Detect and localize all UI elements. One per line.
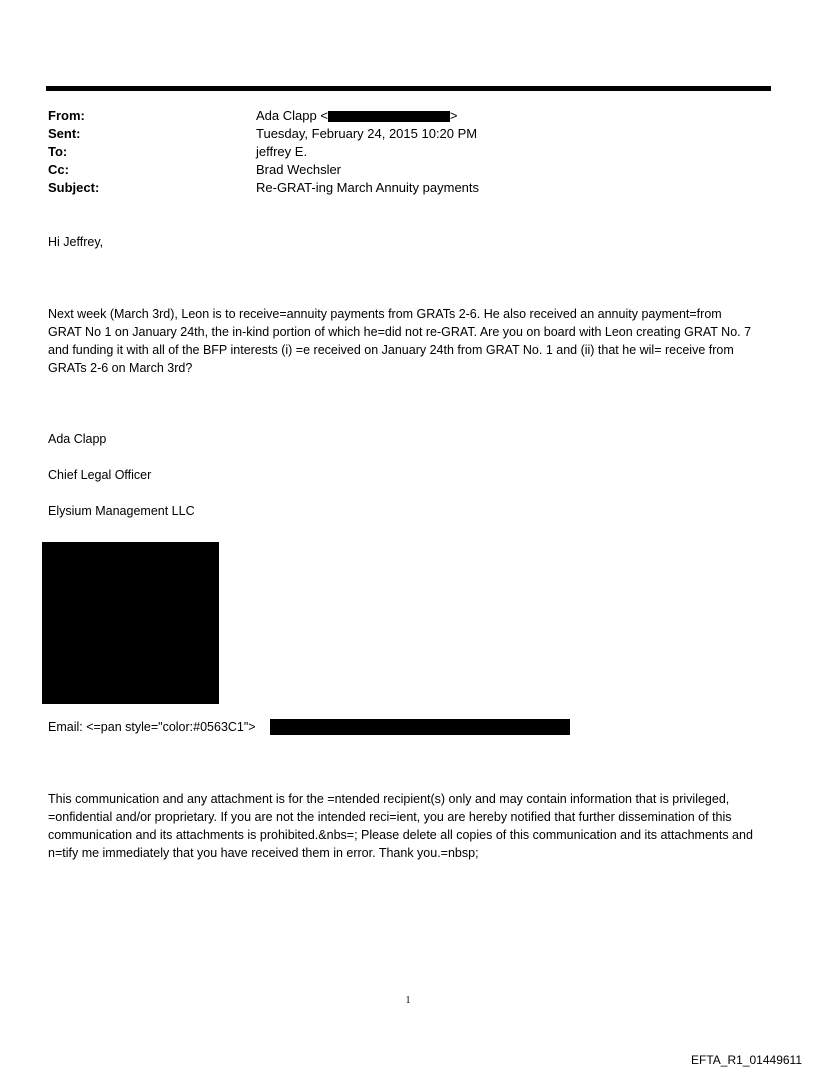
body-paragraph: Next week (March 3rd), Leon is to receive=annuity payments from GRATs 2-6. He also received an annuity payment=from GRAT No 1 on January 24th, the in-kind portion of which he=did not re-GRAT. Are you on board with Leon creating GRAT No. 7 and funding it with all of the BFP interests (i) =e received on January 24th from GRAT No. 1 and (ii) that he wil= receive from GRATs 2-6 on March 3rd? [48,307,752,375]
signature-title: Chief Legal Officer [48,468,152,482]
from-label: From: [48,108,85,123]
email-header [48,107,768,197]
page-number: 1 [405,995,411,1006]
redacted-email-bar [270,719,570,735]
redacted-image-block [42,542,219,704]
sent-label: Sent: [48,126,81,141]
subject-label: Subject: [48,180,100,195]
sent-row [48,125,768,143]
to-row [48,143,768,161]
signature-email [48,718,256,736]
subject-row [48,179,768,197]
header-rule [46,86,771,91]
from-suffix: > [449,108,458,123]
from-name: Ada Clapp < [256,108,328,123]
subject-value: Re-GRAT-ing March Annuity payments [256,180,480,195]
bates-number: EFTA_R1_01449611 [691,1053,802,1067]
greeting: Hi Jeffrey, [48,235,104,249]
confidentiality-disclaimer: This communication and any attachment is for the =ntended recipient(s) only and may contain information that is privileged, =onfidential and/or proprietary. If you are not the intended reci=ient, you are hereby notified that further dissemination of this communication and its attachments is prohibited.&nbs=; Please delete all copies of this communication and its attachments and n=tify me immediately that you have received them in error. Thank you.=nbsp; [48,792,753,860]
cc-value: Brad Wechsler [256,162,342,177]
cc-label: Cc: [48,162,69,177]
sent-value: Tuesday, February 24, 2015 10:20 PM [256,126,478,141]
signature-company: Elysium Management LLC [48,504,195,518]
signature-name: Ada Clapp [48,432,107,446]
to-value: jeffrey E. [256,144,308,159]
cc-row [48,161,768,179]
redaction-bar [328,111,450,122]
email-prefix: Email: <=pan style="color:#0563C1"> [48,720,256,734]
from-value [256,107,458,125]
from-row [48,107,768,125]
to-label: To: [48,144,68,159]
